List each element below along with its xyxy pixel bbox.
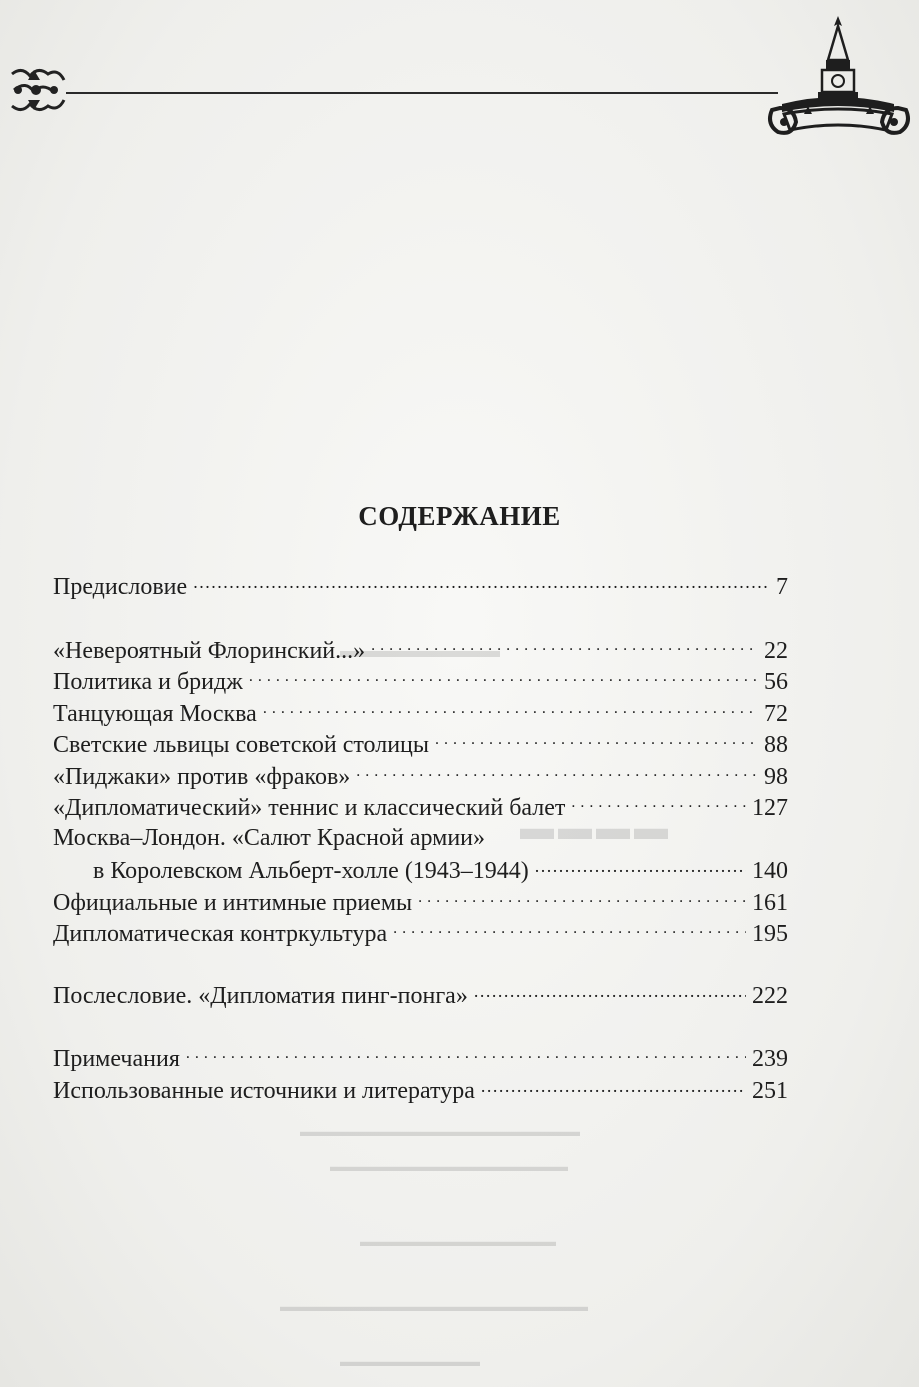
toc-entry-title: Политика и бридж xyxy=(53,669,243,695)
toc-entry xyxy=(53,570,788,602)
dot-leader xyxy=(356,760,758,784)
toc-entry-title: Предисловие xyxy=(53,574,188,600)
section-spacer xyxy=(53,602,788,634)
dot-leader xyxy=(393,917,746,941)
toc-entry xyxy=(53,634,788,666)
toc-entry-page: 7 xyxy=(776,574,788,600)
dot-leader xyxy=(263,697,758,721)
toc-list xyxy=(53,570,788,1105)
toc-entry xyxy=(53,728,788,760)
dot-leader xyxy=(474,979,746,1003)
toc-entry xyxy=(53,917,788,949)
toc-entry-continuation xyxy=(53,854,788,886)
toc-entry xyxy=(53,1074,788,1106)
toc-entry-page: 195 xyxy=(752,921,788,947)
toc-entry-title: Примечания xyxy=(53,1046,180,1072)
toc-entry xyxy=(53,697,788,729)
toc-entry-page: 56 xyxy=(764,669,788,695)
toc-entry-page: 127 xyxy=(752,795,788,821)
toc-entry xyxy=(53,823,788,855)
dot-leader xyxy=(435,728,758,752)
toc-entry xyxy=(53,791,788,823)
dot-leader xyxy=(249,665,758,689)
dot-leader xyxy=(186,1042,746,1066)
dot-leader xyxy=(193,570,770,594)
section-spacer xyxy=(53,1010,788,1042)
toc-entry-title: Послесловие. «Дипломатия пинг-понга» xyxy=(53,982,468,1009)
toc-title: СОДЕРЖАНИЕ xyxy=(358,501,561,531)
toc-entry xyxy=(53,1042,788,1074)
toc-entry-page: 88 xyxy=(764,732,788,758)
toc-entry-title: Официальные и интимные приемы xyxy=(53,889,413,916)
dot-leader xyxy=(481,1074,746,1098)
toc-entry xyxy=(53,886,788,918)
toc-entry-title: «Дипломатический» теннис и классический балет xyxy=(53,795,566,821)
kremlin-tower-ornament-icon xyxy=(764,14,914,138)
toc-entry-title: Светские львицы советской столицы xyxy=(53,732,430,758)
toc-entry-title: Использованные источники и литература xyxy=(53,1077,475,1104)
toc-entry-page: 222 xyxy=(752,982,788,1009)
book-page: ▬▬▬▬▬▬▬▬ ▬▬▬▬ ▬▬▬▬▬▬▬▬▬▬▬▬▬▬▬▬▬▬▬▬ ▬▬▬▬▬▬▬▬▬▬▬▬▬▬▬▬▬ ▬▬▬▬▬▬▬▬▬▬▬▬▬▬ ▬▬▬▬▬▬▬▬▬▬▬▬▬▬▬▬▬▬▬▬▬▬ ▬▬▬▬▬▬▬▬▬▬ СОДЕРЖАНИЕ Предисловие ..... 7 «Невероятный Флоринский...» . . . 22 Политика и бридж . . . 56 Танцующая Москва . . . 72 Светские львицы советской столицы . . . 88 «Пиджаки» против «фраков» . . . 98 «Дипломатический» теннис и классический балет . . . 127 Москва–Лондон. «Салют Красной армии» в Королевском Альберт-холле (1943–1944) ..... 140 Официальные и интимные приемы . . . 161 Дипломатическая контркультура . . . 195 Послесловие. «Дипломатия пинг-понга» ..... 222 Примечания . . . 239 Использованные источники и литература ..... 251 xyxy=(0,0,919,1387)
toc-entry-page: 98 xyxy=(764,763,788,790)
dot-leader xyxy=(535,854,746,878)
dot-leader xyxy=(371,634,758,658)
toc-entry-title: «Невероятный Флоринский...» xyxy=(53,637,366,664)
toc-entry-title: «Пиджаки» против «фраков» xyxy=(53,763,351,790)
header-rule xyxy=(66,92,778,94)
section-spacer xyxy=(53,949,788,979)
toc-entry xyxy=(53,979,788,1011)
toc-entry-page: 72 xyxy=(764,700,788,727)
toc-entry-page: 239 xyxy=(752,1046,788,1072)
toc-entry-title-continued: в Королевском Альберт-холле (1943–1944) xyxy=(93,858,529,884)
toc-entry-page: 140 xyxy=(752,858,788,884)
toc-entry xyxy=(53,665,788,697)
toc-entry-page: 22 xyxy=(764,637,788,664)
dot-leader xyxy=(571,791,746,815)
floral-ornament-icon xyxy=(8,62,70,118)
toc-entry-page: 161 xyxy=(752,889,788,916)
toc-entry xyxy=(53,760,788,792)
toc-entry-title: Дипломатическая контркультура xyxy=(53,921,388,947)
toc-entry-page: 251 xyxy=(752,1077,788,1104)
toc-entry-title: Танцующая Москва xyxy=(53,700,257,727)
toc-entry-title: Москва–Лондон. «Салют Красной армии» xyxy=(53,824,486,851)
dot-leader xyxy=(418,886,746,910)
